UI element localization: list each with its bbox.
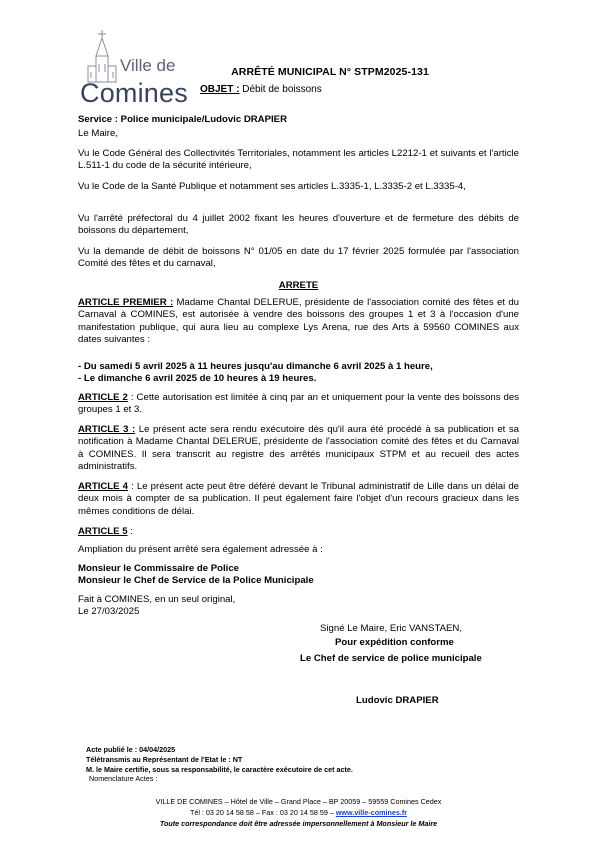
signature-line-2: Pour expédition conforme	[335, 637, 454, 648]
date-line-2: - Le dimanche 6 avril 2025 de 10 heures à 19 heures.	[78, 373, 317, 384]
footer-notice: Toute correspondance doit être adressée impersonnellement à Monsieur le Maire	[159, 819, 438, 828]
objet-line	[200, 84, 322, 95]
article-1-text: Madame Chantal DELERUE, présidente de l'association comité des fêtes et du Carnaval à COMINES, est autorisée à vendre des boissons des groupes 1 et 3 à l'occasion d'une manifestation publique, qui aura lieu au complexe Lys Arena, rue des Arts à 59560 COMINES aux dates suivantes :	[78, 297, 519, 346]
footer-address: VILLE DE COMINES – Hôtel de Ville – Grand Place – BP 20059 – 59559 Comines Cedex	[155, 797, 442, 806]
website-link[interactable]: www.ville-comines.fr	[335, 808, 408, 817]
ampliation-line: Ampliation du présent arrêté sera également adressée à :	[78, 544, 323, 555]
vu-paragraph-2: Vu le Code de la Santé Publique et notamment ses articles L.3335-1, L.3335-2 et L.3335-4,	[78, 181, 466, 192]
arrete-heading: ARRETE	[278, 280, 319, 291]
article-4-text: : Le présent acte peut être déféré devant le Tribunal administratif de Lille dans un délai de deux mois à compter de sa publication. Il peut également faire l'objet d'un recours gracieux dans les mêmes conditions de délai.	[78, 481, 519, 517]
publie-line: Acte publié le : 04/04/2025	[86, 745, 176, 754]
city-logo	[78, 26, 196, 112]
article-3-text: Le présent acte sera rendu exécutoire dès qu'il aura été procédé à sa publication et sa notification à Madame Chantal DELERUE, présidente de l'association comité des fêtes et du Carnaval à COMINES. Il sera transcrit au registre des arrêtés municipaux STPM et au recueil des actes administratifs.	[78, 424, 520, 473]
article-3	[78, 424, 519, 474]
article-2-label: ARTICLE 2	[78, 392, 128, 403]
vu-paragraph-3: Vu l'arrêté préfectoral du 4 juillet 2002 fixant les heures d'ouverture et de fermeture des débits de boissons du département,	[78, 213, 519, 237]
objet-label: OBJET :	[200, 84, 240, 95]
article-2-text: : Cette autorisation est limitée à cinq par an et uniquement pour la vente des boissons des groupes 1 et 3.	[78, 392, 520, 416]
article-2	[78, 392, 519, 417]
article-1	[78, 297, 519, 347]
logo-line2: Comines	[80, 78, 188, 108]
recipient-2: Monsieur le Chef de Service de la Police Municipale	[78, 575, 314, 586]
recipient-1: Monsieur le Commissaire de Police	[78, 563, 240, 574]
fait-line: Fait à COMINES, en un seul original,	[78, 594, 236, 605]
date-line: Le 27/03/2025	[78, 606, 140, 617]
article-4-label: ARTICLE 4	[78, 481, 129, 492]
article-1-label: ARTICLE PREMIER :	[78, 297, 174, 308]
logo-line1: Ville de	[120, 56, 176, 75]
article-5-label: ARTICLE 5	[78, 526, 128, 537]
footer-contact	[78, 808, 519, 818]
objet-text: Débit de boissons	[239, 84, 322, 95]
article-5-text: :	[127, 526, 133, 537]
article-3-label: ARTICLE 3 :	[78, 424, 136, 435]
signature-line-1: Signé Le Maire, Eric VANSTAEN,	[320, 623, 462, 634]
certifie-line: M. le Maire certifie, sous sa responsabilité, le caractère exécutoire de cet acte.	[86, 764, 353, 774]
footer-publication	[86, 745, 353, 784]
vu-paragraph-1: Vu le Code Général des Collectivités Territoriales, notamment les articles L2212-1 et suivants et l'article L.511-1 du code de la sécurité intérieure,	[78, 148, 519, 172]
maire-line: Le Maire,	[78, 128, 118, 139]
tel-fax: Tél : 03 20 14 58 58 – Fax : 03 20 14 58 59 –	[189, 808, 336, 817]
teletransmis-line: Télétransmis au Représentant de l'Etat le : NT	[86, 754, 243, 764]
nomenclature-line: Nomenclature Actes :	[89, 774, 158, 784]
service-line: Service : Police municipale/Ludovic DRAPIER	[78, 114, 287, 125]
date-line-1: - Du samedi 5 avril 2025 à 11 heures jusqu'au dimanche 6 avril 2025 à 1 heure,	[78, 361, 433, 372]
page-title: ARRÊTÉ MUNICIPAL N° STPM2025-131	[231, 66, 429, 78]
article-5	[78, 526, 519, 538]
vu-paragraph-4: Vu la demande de débit de boissons N° 01/05 en date du 17 février 2025 formulée par l'association Comité des fêtes et du carnaval,	[78, 246, 519, 270]
signature-line-3: Le Chef de service de police municipale	[300, 653, 482, 664]
signatory-name: Ludovic DRAPIER	[356, 695, 439, 706]
article-4	[78, 481, 519, 518]
